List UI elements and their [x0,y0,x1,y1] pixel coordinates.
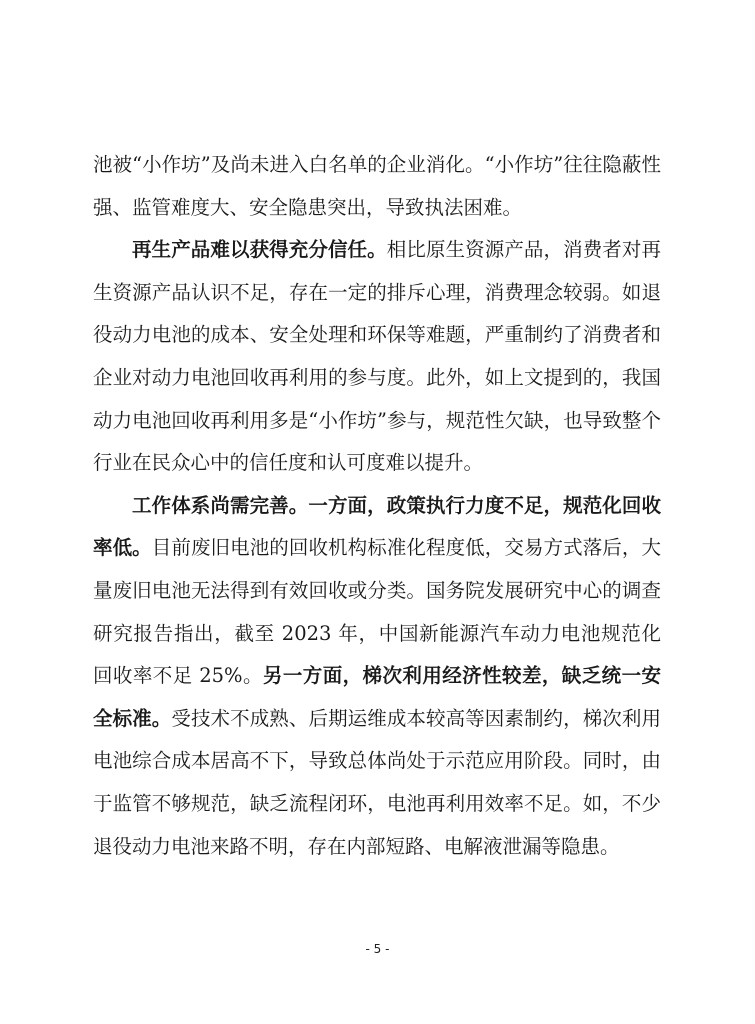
text-run: 相比原生资源产品，消费者对再生资源产品认识不足，存在一定的排斥心理，消费理念较弱。如退役动力电池的成本、安全处理和环保等难题，严重制约了消费者和企业对动力电池回收再利用的参与度。此外，如上文提到的，我国动力电池回收再利用多是“小作坊”参与，规范性欠缺，也导致整个行业在民众心中的信任度和认可度难以提升。 [93,238,661,475]
text-run: 池被“小作坊”及尚未进入白名单的企业消化。“小作坊”往往隐蔽性强、监管难度大、安全隐患突出，导致执法困难。 [93,153,661,219]
bold-heading-run: 另一方面，梯次利用经济性较差，缺乏统一安全标准。 [93,664,661,730]
paragraph-3 [93,485,661,868]
text-run: 目前废旧电池的回收机构标准化程度低，交易方式落后，大量废旧电池无法得到有效回收或分类。国务院发展研究中心的调查研究报告指出，截至 2023 年，中国新能源汽车动力电池规范化回收率不足 25%。 [93,536,661,688]
body-text [93,144,661,868]
bold-heading-run: 再生产品难以获得充分信任。 [132,238,387,262]
bold-heading-run: 工作体系尚需完善。一方面，政策执行力度不足，规范化回收率低。 [93,493,661,560]
page-number: - 5 - [365,942,390,956]
paragraph-1 [93,144,661,229]
paragraph-2 [93,229,661,485]
text-run: 受技术不成熟、后期运维成本较高等因素制约，梯次利用电池综合成本居高不下，导致总体尚处于示范应用阶段。同时，由于监管不够规范，缺乏流程闭环，电池再利用效率不足。如，不少退役动力电池来路不明，存在内部短路、电解液泄漏等隐患。 [93,706,661,858]
